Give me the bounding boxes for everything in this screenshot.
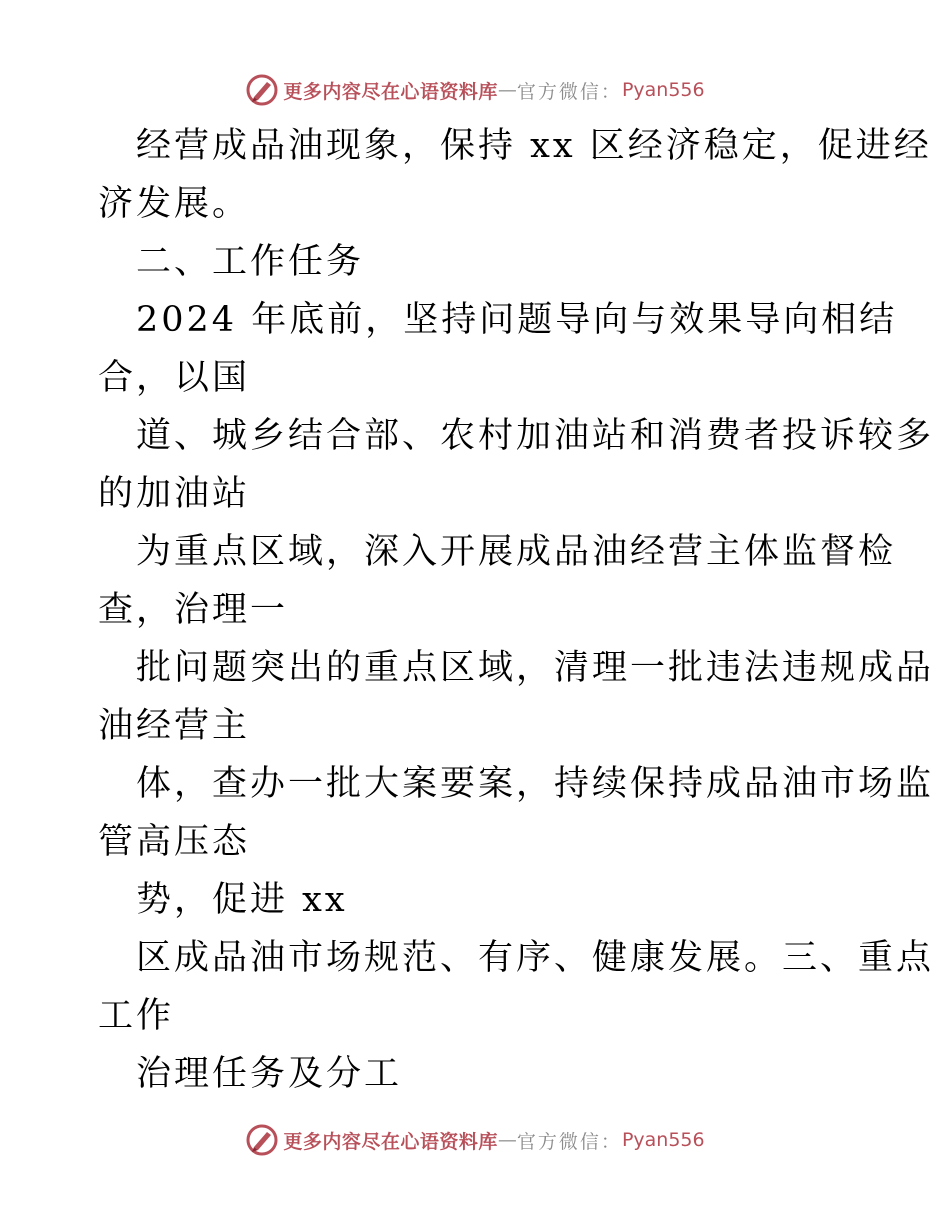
watermark-main-text: 更多内容尽在心语资料库 — [283, 80, 498, 103]
header-watermark — [0, 70, 950, 110]
body-line: 合，以国 — [98, 358, 251, 398]
watermark-account-id: Pyan556 — [621, 1129, 705, 1151]
section-heading: 治理任务及分工 — [136, 1054, 403, 1094]
pen-logo-icon — [245, 1123, 279, 1157]
body-line: 道、城乡结合部、农村加油站和消费者投诉较多 — [136, 416, 935, 456]
watermark-official-label: 官方微信： — [516, 80, 622, 103]
body-line: 查，治理一 — [98, 590, 289, 630]
body-line: 2024 年底前，坚持问题导向与效果导向相结 — [136, 300, 898, 340]
watermark-main-text: 更多内容尽在心语资料库 — [283, 1130, 498, 1153]
body-line: 为重点区域，深入开展成品油经营主体监督检 — [136, 532, 897, 572]
watermark-separator: — — [497, 1129, 517, 1151]
body-line: 济发展。 — [98, 184, 251, 224]
body-line: 批问题突出的重点区域，清理一批违法违规成品 — [136, 648, 935, 688]
body-line: 经营成品油现象，保持 xx 区经济稳定，促进经 — [136, 126, 932, 166]
watermark-official-label: 官方微信： — [516, 1130, 622, 1153]
document-body — [98, 117, 935, 1103]
watermark-separator: — — [497, 79, 517, 101]
body-line: 工作 — [98, 996, 175, 1036]
body-line: 势，促进 xx — [136, 880, 348, 920]
section-heading: 二、工作任务 — [136, 242, 365, 282]
body-line: 油经营主 — [98, 706, 251, 746]
watermark-account-id: Pyan556 — [621, 79, 705, 101]
body-line: 区成品油市场规范、有序、健康发展。三、重点 — [136, 938, 935, 978]
footer-watermark — [0, 1120, 950, 1160]
body-line: 体，查办一批大案要案，持续保持成品油市场监 — [136, 764, 935, 804]
pen-logo-icon — [245, 73, 279, 107]
body-line: 管高压态 — [98, 822, 251, 862]
body-line: 的加油站 — [98, 474, 251, 514]
